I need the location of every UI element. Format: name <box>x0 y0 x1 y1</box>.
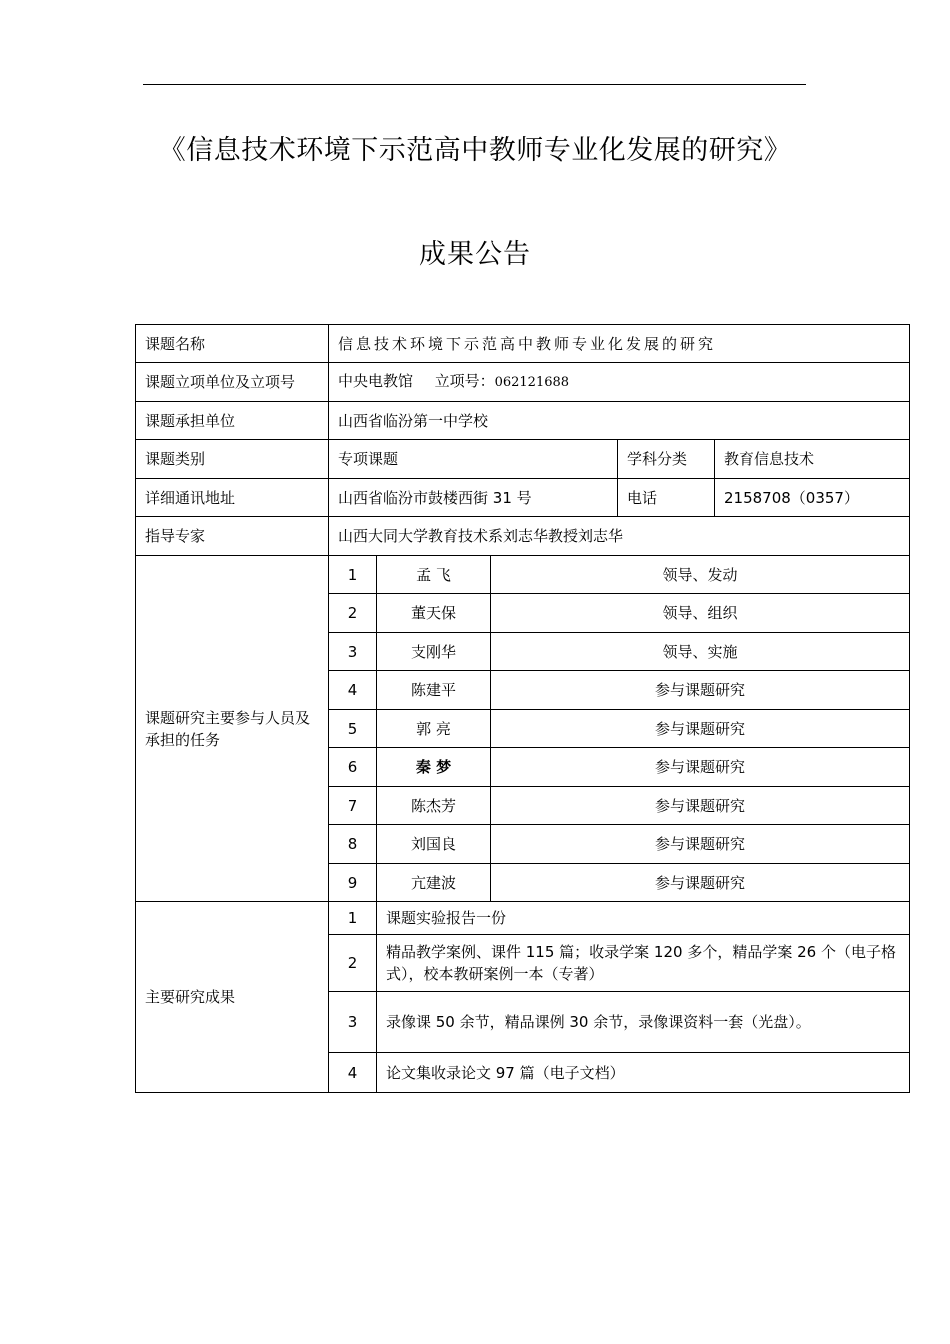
phone-label: 电话 <box>618 479 715 517</box>
participant-name: 亢建波 <box>377 864 491 902</box>
participant-no: 2 <box>329 594 377 633</box>
participant-task: 领导、实施 <box>491 633 910 671</box>
phone-value: 2158708（0357） <box>715 479 910 517</box>
approval-unit-label: 课题立项单位及立项号 <box>136 363 329 402</box>
approval-no-label: 立项号： <box>434 372 495 390</box>
row-advisor <box>136 517 910 556</box>
participant-name: 秦 梦 <box>377 748 491 787</box>
participant-name: 陈建平 <box>377 671 491 710</box>
advisor-label: 指导专家 <box>136 517 329 556</box>
approval-no-value: 062121688 <box>494 375 570 390</box>
approval-cell <box>329 363 910 402</box>
participant-no: 7 <box>329 787 377 825</box>
participant-name: 董天保 <box>377 594 491 633</box>
participant-no: 1 <box>329 556 377 594</box>
participant-row <box>136 556 910 594</box>
subject-value: 教育信息技术 <box>715 440 910 479</box>
project-name-label: 课题名称 <box>136 325 329 363</box>
participant-task: 参与课题研究 <box>491 671 910 710</box>
result-no: 4 <box>329 1053 377 1093</box>
participant-task: 参与课题研究 <box>491 864 910 902</box>
advisor-name: 刘志华 <box>578 527 624 545</box>
participant-no: 3 <box>329 633 377 671</box>
top-rule <box>143 84 806 85</box>
participants-label: 课题研究主要参与人员及承担的任务 <box>136 556 329 902</box>
row-approval <box>136 363 910 402</box>
category-label: 课题类别 <box>136 440 329 479</box>
participant-name: 陈杰芳 <box>377 787 491 825</box>
result-row <box>136 902 910 935</box>
address-label: 详细通讯地址 <box>136 479 329 517</box>
approval-unit-value: 中央电教馆 <box>338 372 414 390</box>
subject-label: 学科分类 <box>618 440 715 479</box>
participant-task: 参与课题研究 <box>491 710 910 748</box>
participant-name: 郭 亮 <box>377 710 491 748</box>
row-undertaking-unit <box>136 402 910 440</box>
result-text: 课题实验报告一份 <box>377 902 910 935</box>
undertaking-unit-label: 课题承担单位 <box>136 402 329 440</box>
undertaking-unit-value: 山西省临汾第一中学校 <box>329 402 910 440</box>
result-text: 精品教学案例、课件 115 篇；收录学案 120 多个，精品学案 26 个（电子格式），校本教研案例一本（专著） <box>377 935 910 992</box>
advisor-description: 山西大同大学教育技术系刘志华教授 <box>338 527 579 545</box>
result-no: 1 <box>329 902 377 935</box>
participant-task: 参与课题研究 <box>491 787 910 825</box>
participant-name: 支刚华 <box>377 633 491 671</box>
participant-no: 9 <box>329 864 377 902</box>
participant-no: 5 <box>329 710 377 748</box>
participant-task: 参与课题研究 <box>491 825 910 864</box>
row-address <box>136 479 910 517</box>
participant-no: 4 <box>329 671 377 710</box>
announcement-table <box>135 324 910 1093</box>
participant-no: 6 <box>329 748 377 787</box>
document-title: 《信息技术环境下示范高中教师专业化发展的研究》 <box>158 135 792 166</box>
category-value: 专项课题 <box>329 440 618 479</box>
project-name-value: 信息技术环境下示范高中教师专业化发展的研究 <box>329 325 910 363</box>
result-text: 论文集收录论文 97 篇（电子文档） <box>377 1053 910 1093</box>
participant-task: 领导、组织 <box>491 594 910 633</box>
row-category <box>136 440 910 479</box>
result-no: 2 <box>329 935 377 992</box>
participant-no: 8 <box>329 825 377 864</box>
address-value: 山西省临汾市鼓楼西街 31 号 <box>329 479 618 517</box>
participant-name: 刘国良 <box>377 825 491 864</box>
result-text: 录像课 50 余节，精品课例 30 余节，录像课资料一套（光盘）。 <box>377 992 910 1053</box>
participant-task: 领导、发动 <box>491 556 910 594</box>
participant-task: 参与课题研究 <box>491 748 910 787</box>
document-subtitle: 成果公告 <box>419 239 531 270</box>
row-project-name <box>136 325 910 363</box>
results-label: 主要研究成果 <box>136 902 329 1093</box>
advisor-cell <box>329 517 910 556</box>
participant-name: 孟 飞 <box>377 556 491 594</box>
result-no: 3 <box>329 992 377 1053</box>
